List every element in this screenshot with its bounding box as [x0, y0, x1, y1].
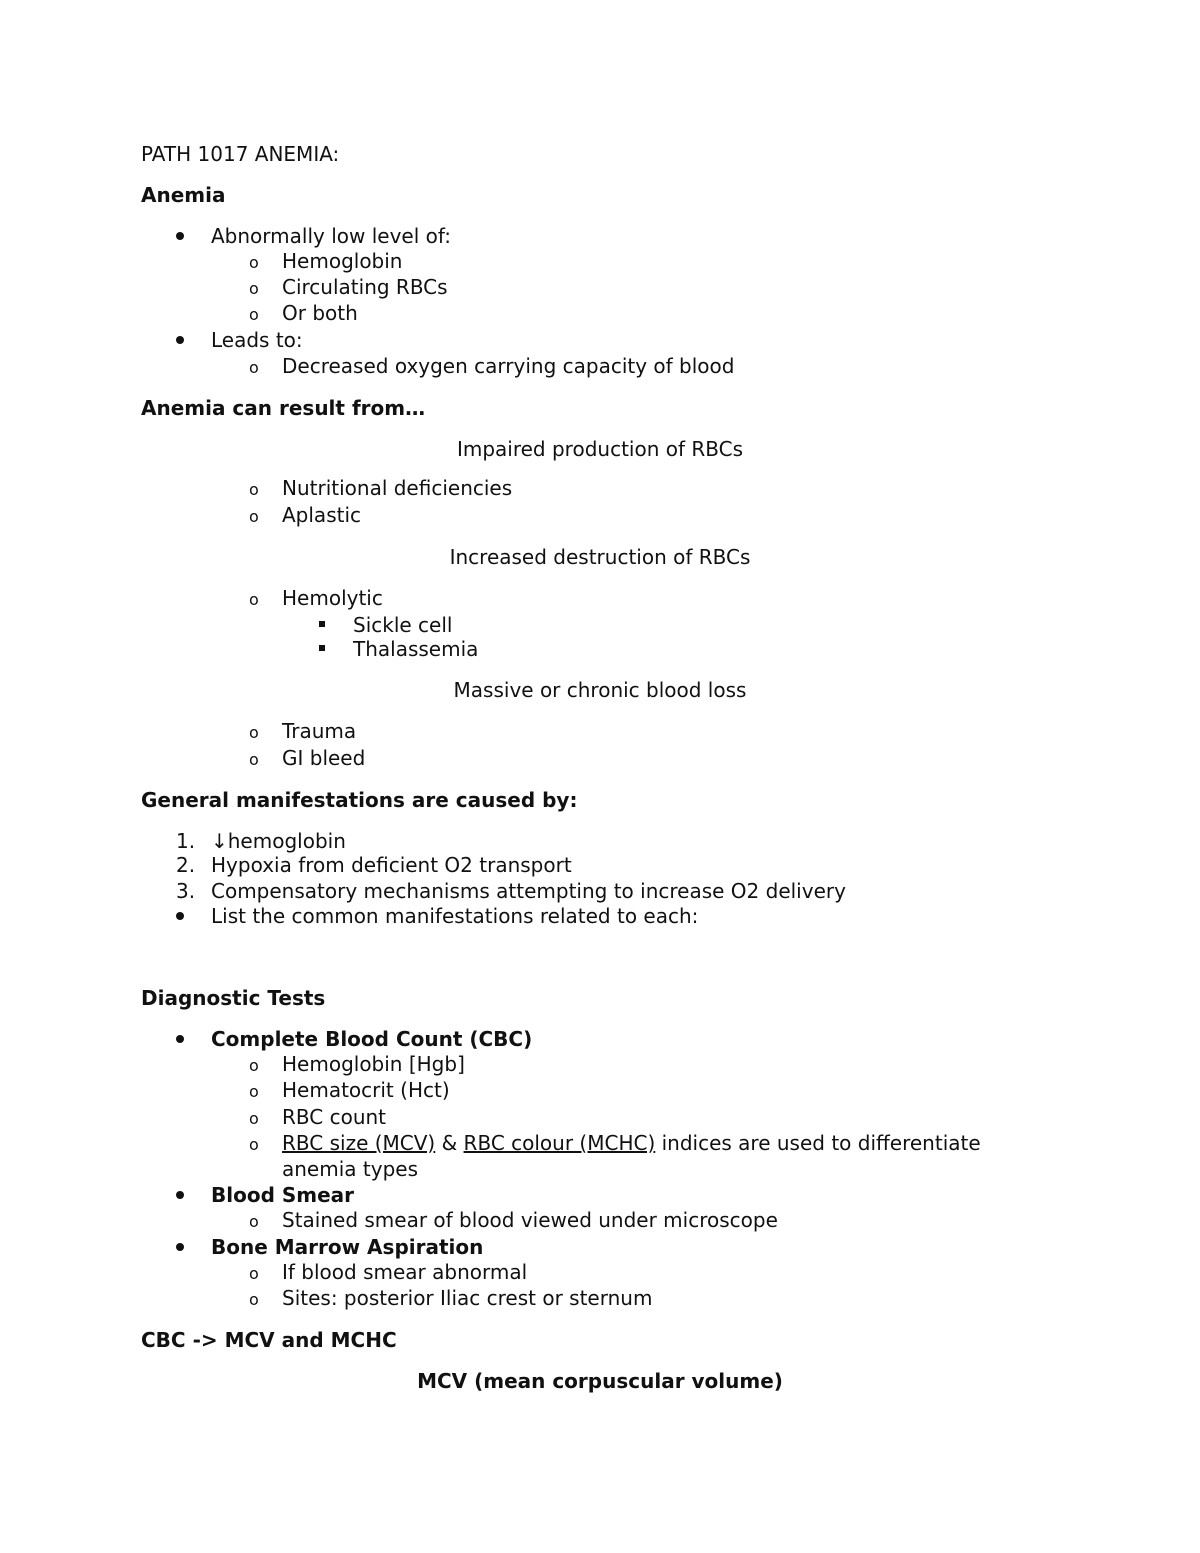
list-item: Hypoxia from deficient O2 transport [211, 853, 572, 877]
list-item: Hemolytic [282, 586, 383, 610]
list-item: Hematocrit (Hct) [282, 1078, 450, 1102]
list-item: Nutritional deficiencies [282, 476, 513, 500]
circle-bullet-icon: o [249, 590, 259, 609]
list-item-bone-marrow: Bone Marrow Aspiration [211, 1235, 484, 1259]
list-number: 1. [176, 829, 196, 853]
list-item-cbc: Complete Blood Count (CBC) [211, 1027, 533, 1051]
list-item: Or both [282, 301, 358, 325]
circle-bullet-icon: o [249, 1290, 259, 1309]
list-item: Hemoglobin [Hgb] [282, 1052, 465, 1076]
circle-bullet-icon: o [249, 1135, 259, 1154]
list-item: List the common manifestations related to each: [211, 904, 699, 928]
circle-bullet-icon: o [249, 1056, 259, 1075]
square-bullet-icon [319, 645, 325, 651]
bullet-icon [176, 232, 184, 240]
list-item: Decreased oxygen carrying capacity of blood [282, 354, 735, 378]
subheading-increased-destruction: Increased destruction of RBCs [449, 545, 751, 569]
list-item: Leads to: [211, 328, 303, 352]
list-item-blood-smear: Blood Smear [211, 1183, 355, 1207]
list-item-continuation: anemia types [282, 1157, 418, 1181]
subheading-mcv: MCV (mean corpuscular volume) [417, 1369, 783, 1393]
list-item-indices [282, 1131, 981, 1155]
heading-anemia: Anemia [141, 183, 226, 207]
circle-bullet-icon: o [249, 279, 259, 298]
bullet-icon [176, 912, 184, 920]
list-item: Sites: posterior Iliac crest or sternum [282, 1286, 653, 1310]
subheading-impaired-production: Impaired production of RBCs [456, 437, 744, 461]
list-item: Compensatory mechanisms attempting to increase O2 delivery [211, 879, 846, 903]
list-item: If blood smear abnormal [282, 1260, 528, 1284]
mchc-term: RBC colour (MCHC) [463, 1131, 656, 1155]
list-item: Circulating RBCs [282, 275, 448, 299]
bullet-icon [176, 336, 184, 344]
circle-bullet-icon: o [249, 253, 259, 272]
heading-general-manifestations: General manifestations are caused by: [141, 788, 578, 812]
list-item: RBC count [282, 1105, 387, 1129]
list-number: 2. [176, 853, 196, 877]
circle-bullet-icon: o [249, 480, 259, 499]
circle-bullet-icon: o [249, 723, 259, 742]
circle-bullet-icon: o [249, 750, 259, 769]
circle-bullet-icon: o [249, 1212, 259, 1231]
heading-cbc-mcv-mchc: CBC -> MCV and MCHC [141, 1328, 397, 1352]
list-item: Stained smear of blood viewed under microscope [282, 1208, 778, 1232]
list-item: Trauma [282, 719, 357, 743]
circle-bullet-icon: o [249, 1109, 259, 1128]
ampersand: & [435, 1131, 464, 1155]
list-item: Hemoglobin [282, 249, 403, 273]
page-title: PATH 1017 ANEMIA: [141, 142, 340, 166]
circle-bullet-icon: o [249, 358, 259, 377]
square-bullet-icon [319, 621, 325, 627]
bullet-icon [176, 1035, 184, 1043]
indices-text: indices are used to differentiate [655, 1131, 981, 1155]
circle-bullet-icon: o [249, 507, 259, 526]
list-item: Thalassemia [353, 637, 479, 661]
list-item: ↓hemoglobin [211, 829, 346, 853]
list-item: GI bleed [282, 746, 366, 770]
mcv-term: RBC size (MCV) [282, 1131, 436, 1155]
heading-anemia-causes: Anemia can result from… [141, 396, 426, 420]
list-number: 3. [176, 879, 196, 903]
list-item: Sickle cell [353, 613, 453, 637]
bullet-icon [176, 1191, 184, 1199]
circle-bullet-icon: o [249, 1082, 259, 1101]
circle-bullet-icon: o [249, 1264, 259, 1283]
bullet-icon [176, 1243, 184, 1251]
list-item: Aplastic [282, 503, 362, 527]
list-item: Abnormally low level of: [211, 224, 451, 248]
subheading-blood-loss: Massive or chronic blood loss [453, 678, 747, 702]
circle-bullet-icon: o [249, 305, 259, 324]
heading-diagnostic-tests: Diagnostic Tests [141, 986, 326, 1010]
